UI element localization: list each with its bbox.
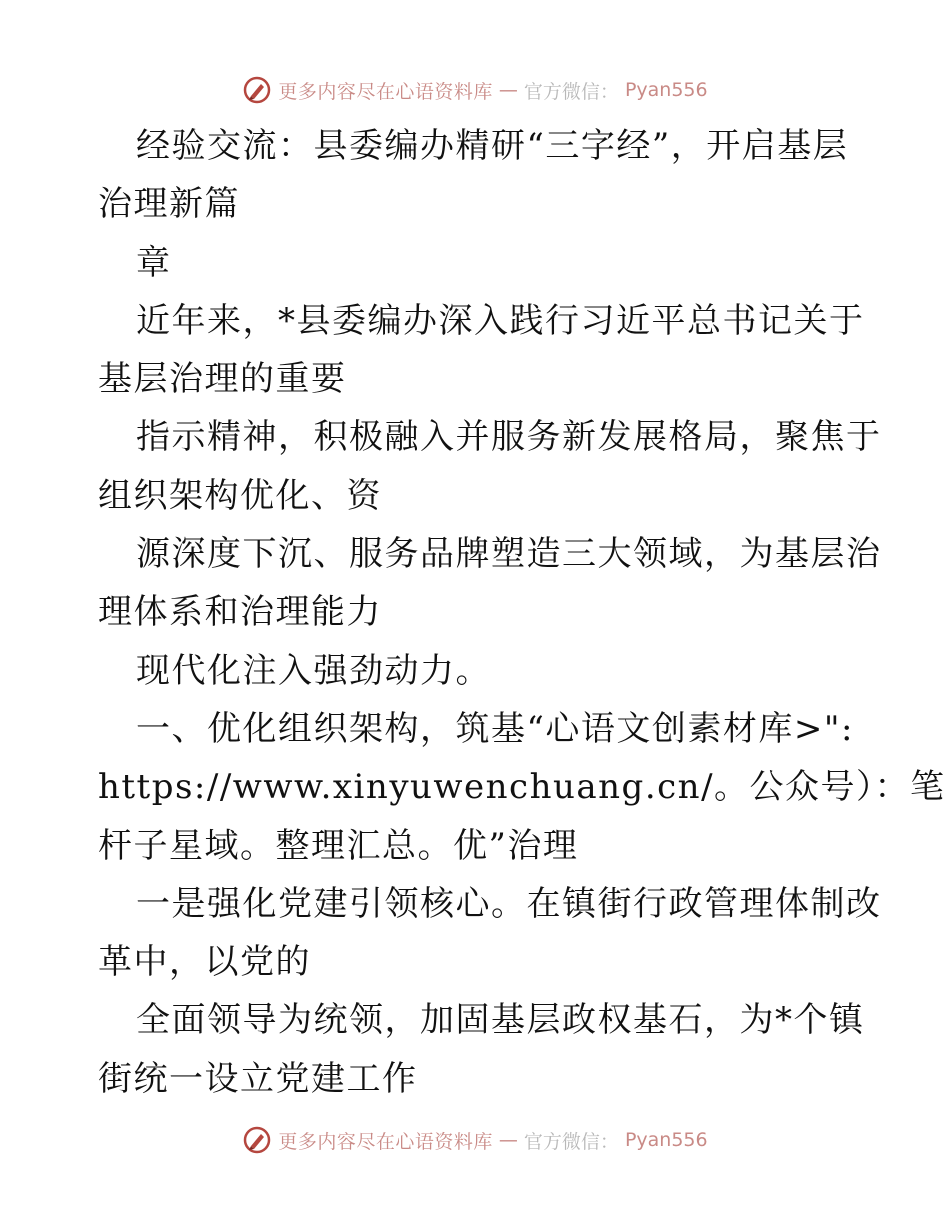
text-line: 组织架构优化、资 (98, 475, 382, 516)
watermark-wechat-label: 官方微信： (523, 1130, 619, 1153)
header-watermark (0, 70, 950, 110)
watermark-wechat-label: 官方微信： (523, 80, 619, 103)
text-line: 现代化注入强劲动力。 (136, 650, 491, 691)
text-line: 一、优化组织架构，筑基“心语文创素材库>": (136, 708, 854, 749)
pen-logo-icon (242, 1125, 272, 1155)
text-line: 指示精神，积极融入并服务新发展格局，聚焦于 (136, 417, 882, 458)
watermark-site-text: 更多内容尽在心语资料库 (278, 1130, 493, 1153)
text-line: 近年来，*县委编办深入践行习近平总书记关于 (136, 300, 865, 341)
text-line: 章 (136, 242, 172, 283)
text-line: 一是强化党建引领核心。在镇街行政管理体制改 (136, 883, 882, 924)
text-line: 理体系和治理能力 (98, 592, 382, 633)
text-line: https://www.xinyuwenchuang.cn/。公众号）：笔 (98, 767, 946, 808)
text-line: 全面领导为统领，加固基层政权基石，为*个镇 (136, 1000, 865, 1041)
text-line: 经验交流：县委编办精研“三字经”，开启基层 (136, 126, 849, 166)
pen-logo-icon (242, 75, 272, 105)
watermark-dash: — (498, 1129, 518, 1151)
watermark-wechat-id: Pyan556 (624, 1129, 708, 1151)
text-line: 治理新篇 (98, 184, 240, 225)
text-line: 基层治理的重要 (98, 359, 347, 400)
text-line: 杆子星域。整理汇总。优”治理 (98, 825, 579, 866)
document-body (98, 117, 946, 1108)
watermark-dash: — (498, 79, 518, 101)
text-line: 革中，以党的 (98, 942, 311, 983)
text-line: 源深度下沉、服务品牌塑造三大领域，为基层治 (136, 534, 882, 575)
watermark-site-text: 更多内容尽在心语资料库 (278, 80, 493, 103)
footer-watermark (0, 1120, 950, 1160)
watermark-wechat-id: Pyan556 (624, 79, 708, 101)
text-line: 街统一设立党建工作 (98, 1058, 418, 1099)
